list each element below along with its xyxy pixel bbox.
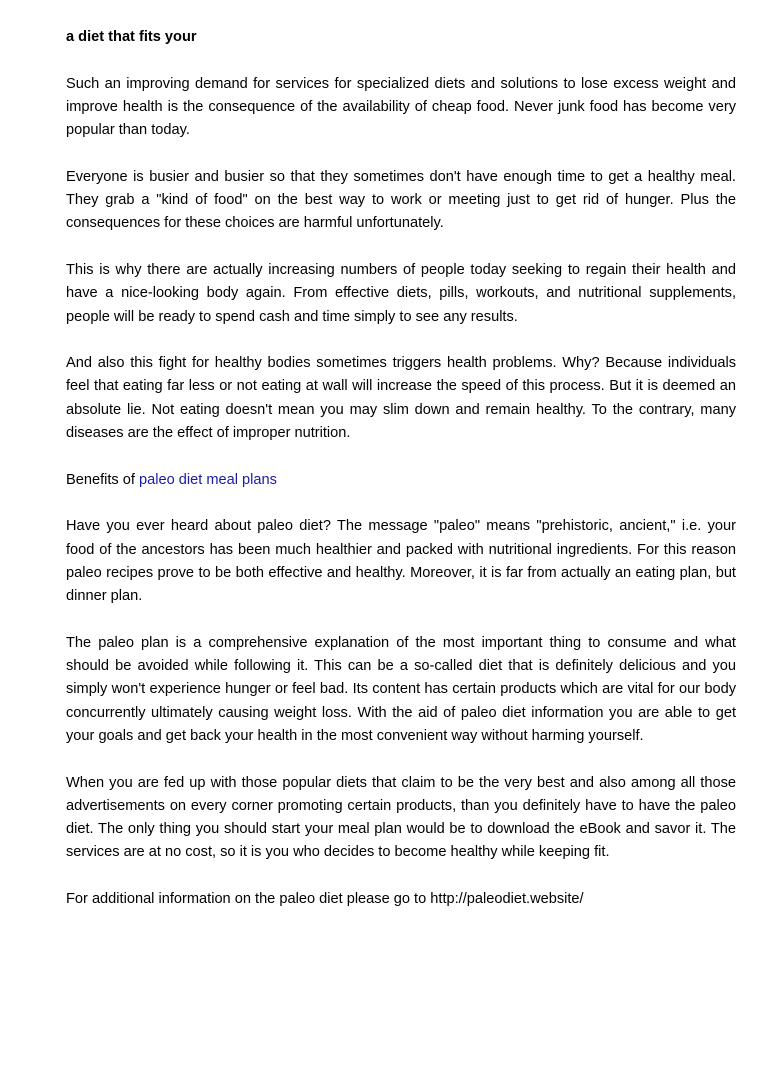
paragraph: The paleo plan is a comprehensive explanation of the most important thing to consume and what should be avoided while following it. This can be a so-called diet that is definitely delicious and you simply won't experience hunger or feel bad. Its content has certain products which are vital for our body concurrently ultimately causing weight loss. With the aid of paleo diet information you are able to get your goals and get back your health in the most convenient way without harming yourself. bbox=[66, 634, 736, 744]
benefits-prefix: Benefits of bbox=[66, 471, 140, 488]
document-title: a diet that fits your bbox=[66, 29, 197, 45]
paleo-diet-meal-plans-link[interactable]: paleo diet meal plans bbox=[139, 471, 277, 488]
paragraph: When you are fed up with those popular diets that claim to be the very best and also among all those advertisements on every corner promoting certain products, than you definitely have to have the paleo diet. The only thing you should start your meal plan would be to download the eBook and savor it. The services are at no cost, so it is you who decides to become healthy while keeping fit. bbox=[66, 774, 736, 861]
paragraph: Have you ever heard about paleo diet? The message "paleo" means "prehistoric, ancient," i.e. your food of the ancestors has been much healthier and packed with nutritional ingredients. For this reason paleo recipes prove to be both effective and healthy. Moreover, it is far from actually an eating plan, but dinner plan. bbox=[66, 518, 736, 605]
benefits-heading bbox=[66, 469, 736, 492]
closing-line: For additional information on the paleo diet please go to http://paleodiet.website/ bbox=[66, 890, 584, 907]
paragraph: Everyone is busier and busier so that they sometimes don't have enough time to get a healthy meal. They grab a "kind of food" on the best way to work or meeting just to get rid of hunger. Plus the consequences for these choices are harmful unfortunately. bbox=[66, 168, 736, 232]
paragraph: This is why there are actually increasing numbers of people today seeking to regain their health and have a nice-looking body again. From effective diets, pills, workouts, and nutritional supplements, people will be ready to spend cash and time simply to see any results. bbox=[66, 261, 736, 325]
paragraph: And also this fight for healthy bodies sometimes triggers health problems. Why? Because individuals feel that eating far less or not eating at wall will increase the speed of this process. But it is deemed an absolute lie. Not eating doesn't mean you may slim down and remain healthy. To the contrary, many diseases are the effect of improper nutrition. bbox=[66, 355, 736, 442]
document-body bbox=[66, 26, 736, 935]
paragraph: Such an improving demand for services for specialized diets and solutions to lose excess weight and improve health is the consequence of the availability of cheap food. Never junk food has become very popular than today. bbox=[66, 75, 736, 139]
